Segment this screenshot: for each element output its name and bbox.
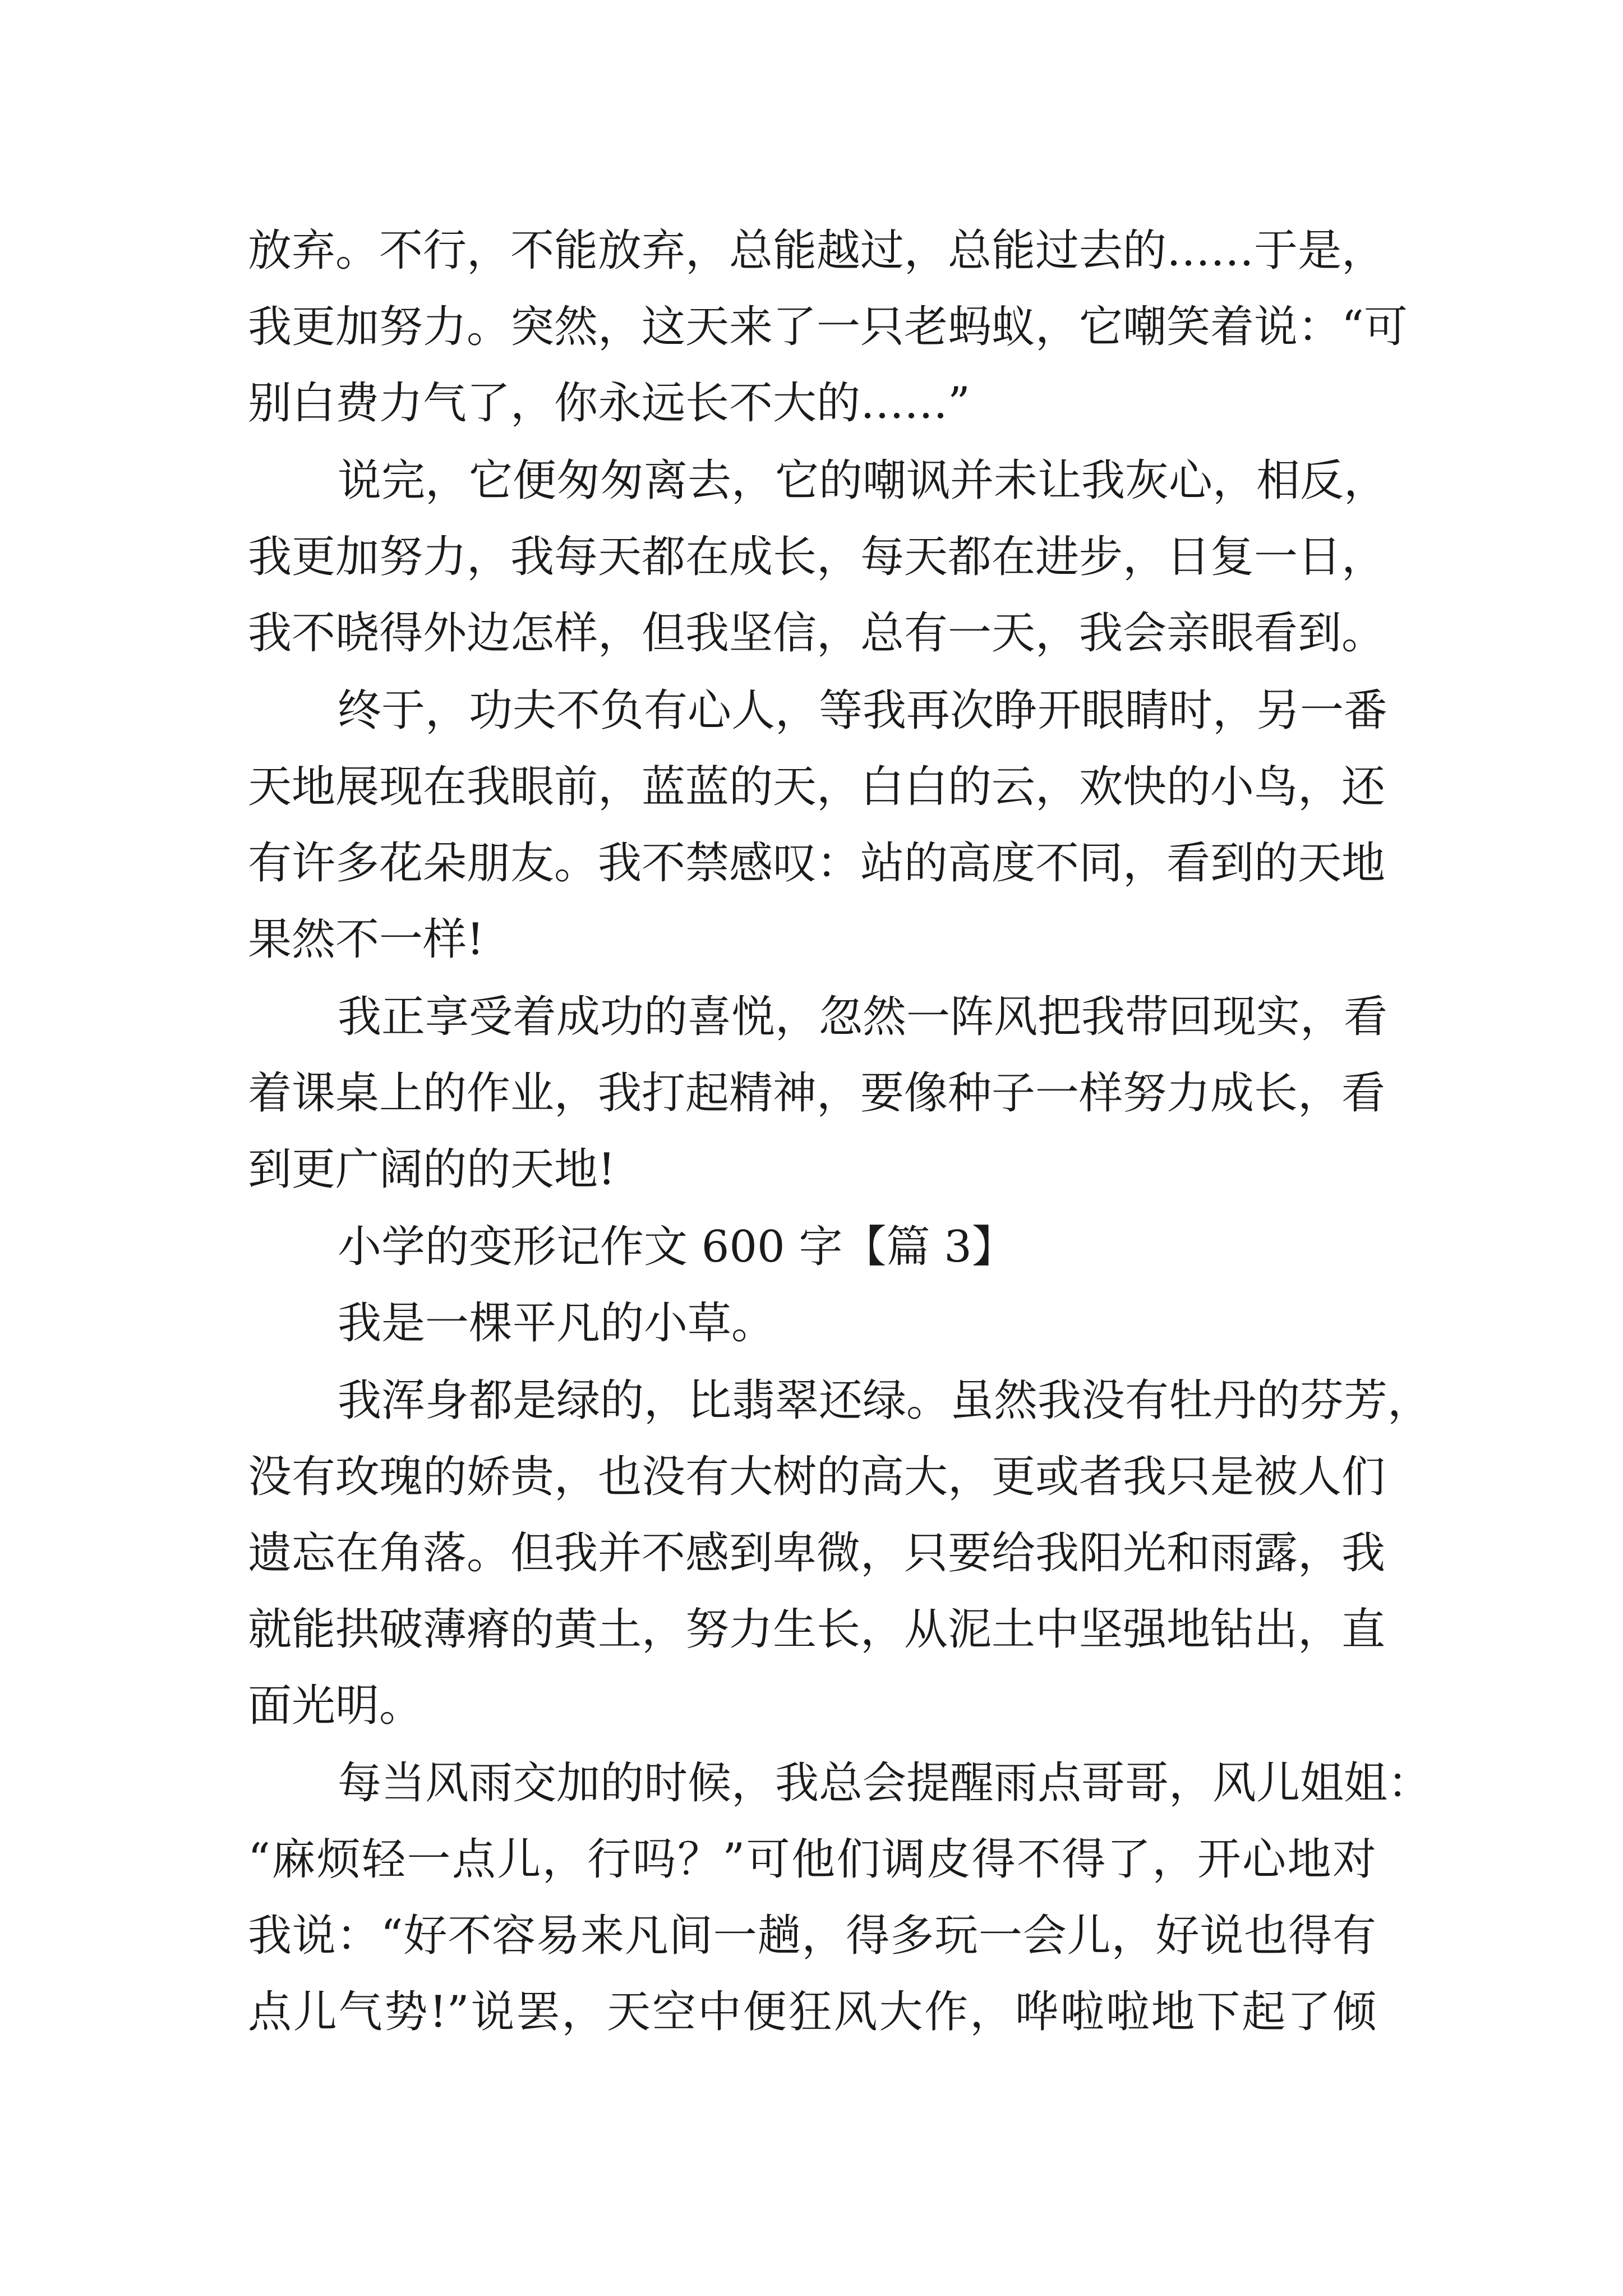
text-line: 我更加努力。突然，这天来了一只老蚂蚁，它嘲笑着说：“可 [248, 302, 1408, 352]
text-line: 我不晓得外边怎样，但我坚信，总有一天，我会亲眼看到。 [248, 608, 1386, 659]
paragraph-first-line: 每当风雨交加的时候，我总会提醒雨点哥哥，风儿姐姐： [338, 1758, 1432, 1809]
text-line: 天地展现在我眼前，蓝蓝的天，白白的云，欢快的小鸟，还 [248, 762, 1386, 812]
text-line: 遗忘在角落。但我并不感到卑微，只要给我阳光和雨露，我 [248, 1528, 1386, 1579]
text-line: 到更广阔的的天地! [248, 1144, 616, 1195]
text-line: 我更加努力，我每天都在成长，每天都在进步，日复一日， [248, 532, 1386, 582]
paragraph-first-line: 我正享受着成功的喜悦，忽然一阵风把我带回现实，看 [338, 992, 1388, 1042]
text-line: 面光明。 [248, 1681, 423, 1731]
text-line: 没有玫瑰的娇贵，也没有大树的高大，更或者我只是被人们 [248, 1452, 1386, 1502]
text-line: 放弃。不行，不能放弃，总能越过，总能过去的……于是， [248, 226, 1386, 276]
text-line: 别白费力气了，你永远长不大的……” [248, 378, 970, 429]
text-line: “麻烦轻一点儿，行吗？”可他们调皮得不得了，开心地对 [248, 1834, 1376, 1885]
text-line: 有许多花朵朋友。我不禁感叹：站的高度不同，看到的天地 [248, 838, 1386, 889]
section-heading: 小学的变形记作文 600 字【篇 3】 [338, 1222, 1016, 1272]
paragraph-first-line: 说完，它便匆匆离去，它的嘲讽并未让我灰心，相反， [338, 455, 1388, 506]
text-line: 我说：“好不容易来凡间一趟，得多玩一会儿，好说也得有 [248, 1911, 1376, 1961]
text-line: 着课桌上的作业，我打起精神，要像种子一样努力成长，看 [248, 1068, 1386, 1119]
paragraph-first-line: 我是一棵平凡的小草。 [338, 1298, 776, 1349]
text-line: 果然不一样! [248, 914, 485, 965]
text-line: 就能拱破薄瘠的黄土，努力生长，从泥土中坚强地钻出，直 [248, 1604, 1386, 1655]
paragraph-first-line: 终于，功夫不负有心人，等我再次睁开眼睛时，另一番 [338, 685, 1388, 736]
text-line: 点儿气势!”说罢，天空中便狂风大作，哗啦啦地下起了倾 [248, 1987, 1376, 2037]
paragraph-first-line: 我浑身都是绿的，比翡翠还绿。虽然我没有牡丹的芬芳， [338, 1375, 1432, 1426]
